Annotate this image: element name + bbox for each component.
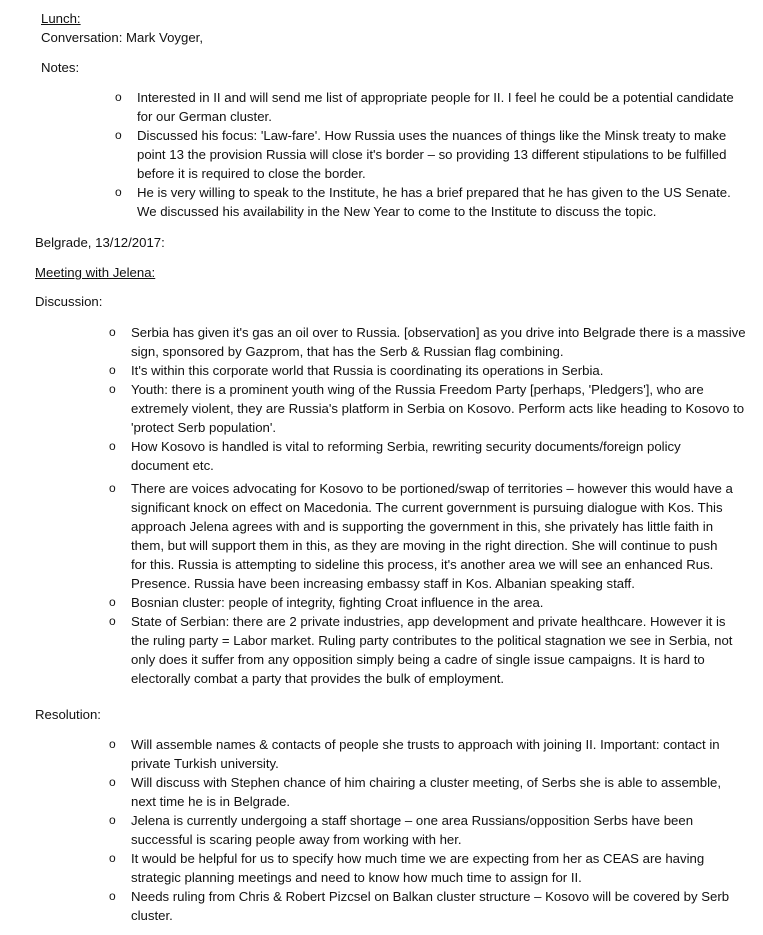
- note-item-line: point 13 the provision Russia will close it's border – so providing 13 different stipulations to be fulfilled: [137, 147, 727, 162]
- resolution-label: Resolution:: [35, 707, 101, 722]
- resolution-item: [109, 735, 757, 773]
- discussion-item-line: approach Jelena agrees with and is supporting the government in this, she privately has little faith in: [131, 519, 714, 534]
- resolution-item-line: Needs ruling from Chris & Robert Pizcsel on Balkan cluster structure – Kosovo will be covered by Serb: [131, 889, 730, 904]
- discussion-item-line: only does it suffer from any opposition simply being a cadre of single issue campaigns. It is hard to: [131, 652, 705, 667]
- bullet-marker: o: [109, 481, 116, 495]
- resolution-item: [109, 773, 757, 811]
- discussion-item-line: document etc.: [131, 458, 214, 473]
- resolution-item: [109, 849, 757, 887]
- bullet-marker: o: [109, 363, 116, 377]
- discussion-item-line: extremely violent, they are Russia's platform in Serbia on Kosovo. Perform acts like heading to Kosovo to: [131, 401, 745, 416]
- meeting-title: Meeting with Jelena:: [35, 265, 156, 280]
- discussion-item: [109, 593, 757, 612]
- bullet-marker: o: [109, 439, 116, 453]
- note-item: [115, 88, 757, 126]
- bullet-marker: o: [109, 614, 116, 628]
- discussion-item-line: There are voices advocating for Kosovo to be portioned/swap of territories – however this would have a: [131, 481, 733, 496]
- note-item-line: He is very willing to speak to the Institute, he has a brief prepared that he has given to the US Senate.: [137, 185, 731, 200]
- bullet-marker: o: [109, 595, 116, 609]
- note-item: [115, 183, 757, 221]
- bullet-marker: o: [115, 90, 122, 104]
- bullet-marker: o: [109, 851, 116, 865]
- resolution-item-line: successful is scaring people away from working with her.: [131, 832, 462, 847]
- bullet-marker: o: [109, 737, 116, 751]
- resolution-item-line: Will discuss with Stephen chance of him chairing a cluster meeting, of Serbs she is able to assemble,: [131, 775, 722, 790]
- bullet-marker: o: [109, 325, 116, 339]
- note-item-line: Interested in II and will send me list of appropriate people for II. I feel he could be a potential candidate: [137, 90, 734, 105]
- discussion-item-line: Youth: there is a prominent youth wing of the Russia Freedom Party [perhaps, 'Pledgers'], who are: [131, 382, 704, 397]
- discussion-item-line: State of Serbian: there are 2 private industries, app development and private healthcare. However it is: [131, 614, 726, 629]
- note-item-line: Discussed his focus: 'Law-fare'. How Russia uses the nuances of things like the Minsk treaty to make: [137, 128, 727, 143]
- discussion-item: [109, 612, 757, 688]
- resolution-item-line: strategic planning meetings and need to know how much time to assign for II.: [131, 870, 582, 885]
- bullet-marker: o: [109, 775, 116, 789]
- bullet-marker: o: [115, 128, 122, 142]
- discussion-item: [109, 380, 757, 437]
- discussion-item-line: Serbia has given it's gas an oil over to Russia. [observation] as you drive into Belgrade there is a massive: [131, 325, 746, 340]
- lunch-heading: Lunch:: [41, 11, 81, 26]
- discussion-item-line: the ruling party = Labor market. Ruling party contributes to the political stagnation we see in Serbia, not: [131, 633, 733, 648]
- discussion-item-line: It's within this corporate world that Russia is coordinating its operations in Serbia.: [131, 363, 604, 378]
- discussion-item: [109, 361, 757, 380]
- discussion-item-line: 'protect Serb population'.: [131, 420, 277, 435]
- discussion-item-line: them, but will support them in this, as they are moving in the right direction. She will continue to push: [131, 538, 718, 553]
- discussion-item-line: sign, sponsored by Gazprom, that has the Serb & Russian flag combining.: [131, 344, 564, 359]
- discussion-item: [109, 437, 757, 475]
- bullet-marker: o: [109, 889, 116, 903]
- resolution-item-line: Will assemble names & contacts of people she trusts to approach with joining II. Important: contact in: [131, 737, 720, 752]
- note-item: [115, 126, 757, 183]
- discussion-item-line: for this. Russia is attempting to sideline this process, it's another area we will see an enhanced Rus.: [131, 557, 714, 572]
- resolution-list: [109, 735, 757, 925]
- note-item-line: We discussed his availability in the New Year to come to the Institute to discuss the topic.: [137, 204, 657, 219]
- bullet-marker: o: [109, 813, 116, 827]
- bullet-marker: o: [109, 382, 116, 396]
- resolution-item-line: It would be helpful for us to specify how much time we are expecting from her as CEAS are having: [131, 851, 705, 866]
- notes-label: Notes:: [41, 60, 80, 75]
- resolution-item-line: cluster.: [131, 908, 173, 923]
- resolution-item-line: next time he is in Belgrade.: [131, 794, 291, 809]
- resolution-item: [109, 887, 757, 925]
- discussion-list: [109, 323, 757, 688]
- resolution-item-line: private Turkish university.: [131, 756, 279, 771]
- resolution-item-line: Jelena is currently undergoing a staff shortage – one area Russians/opposition Serbs have been: [131, 813, 694, 828]
- discussion-item-line: Bosnian cluster: people of integrity, fighting Croat influence in the area.: [131, 595, 544, 610]
- conversation-line: Conversation: Mark Voyger,: [41, 30, 203, 45]
- discussion-label: Discussion:: [35, 294, 103, 309]
- note-item-line: for our German cluster.: [137, 109, 272, 124]
- discussion-item-line: Presence. Russia have been increasing embassy staff in Kos. Albanian speaking staff.: [131, 576, 635, 591]
- discussion-item: [109, 323, 757, 361]
- notes-list: [115, 88, 757, 221]
- bullet-marker: o: [115, 185, 122, 199]
- discussion-item-line: electorally combat a party that provides the bulk of employment.: [131, 671, 505, 686]
- discussion-item: [109, 479, 757, 593]
- note-item-line: before it is required to close the border.: [137, 166, 366, 181]
- discussion-item-line: significant knock on effect on Macedonia. The current government is pursuing dialogue with Kos. This: [131, 500, 723, 515]
- resolution-item: [109, 811, 757, 849]
- discussion-item-line: How Kosovo is handled is vital to reforming Serbia, rewriting security documents/foreign policy: [131, 439, 681, 454]
- place-date: Belgrade, 13/12/2017:: [35, 235, 165, 250]
